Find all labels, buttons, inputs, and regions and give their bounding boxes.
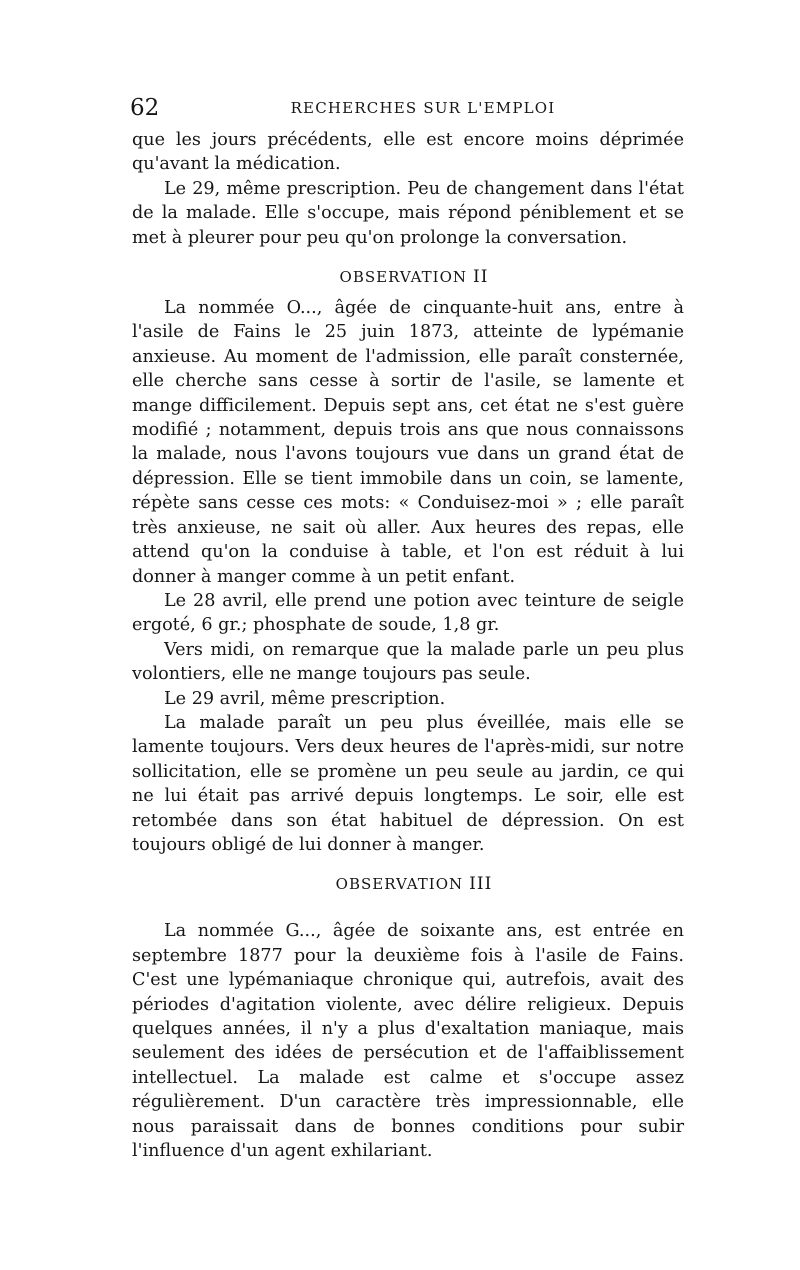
observation-heading-label: OBSERVATION: [339, 268, 468, 287]
paragraph: Le 29, même prescription. Peu de changement dans l'état de la malade. Elle s'occupe, mais répond péniblement et se met à pleurer pour peu qu'on prolonge la conversation.: [132, 178, 684, 248]
observation-heading-numeral: III: [469, 874, 493, 895]
paragraph: Vers midi, on remarque que la malade parle un peu plus volontiers, elle ne mange toujours pas seule.: [132, 639, 684, 685]
running-title: RECHERCHES SUR L'EMPLOI: [290, 99, 556, 117]
paragraph-continued: que les jours précédents, elle est encore moins déprimée qu'avant la médication.: [132, 130, 684, 175]
observation-heading: [132, 264, 684, 290]
paragraph: La malade paraît un peu plus éveillée, mais elle se lamente toujours. Vers deux heures de l'après-midi, sur notre sollicitation, elle se promène un peu seule au jardin, ce qui ne lui était pas arrivé depuis longtemps. Le soir, elle est retombée dans son état habituel de dépression. On est toujours obligé de lui donner à manger.: [132, 712, 684, 855]
spacer: [132, 903, 684, 919]
observation-heading-label: OBSERVATION: [335, 875, 464, 894]
paragraph: La nommée O..., âgée de cinquante-huit ans, entre à l'asile de Fains le 25 juin 1873, atteinte de lypémanie anxieuse. Au moment de l'admission, elle paraît consternée, elle cherche sans cesse à sortir de l'asile, se lamente et mange difficilement. Depuis sept ans, cet état ne s'est guère modifié ; notamment, depuis trois ans que nous connaissons la malade, nous l'avons toujours vue dans un grand état de dépression. Elle se tient immobile dans un coin, se lamente, répète sans cesse ces mots: « Conduisez-moi » ; elle paraît très anxieuse, ne sait où aller. Aux heures des repas, elle attend qu'on la conduise à table, et l'on est réduit à lui donner à manger comme à un petit enfant.: [132, 298, 684, 587]
running-head: [132, 88, 684, 128]
observation-heading-numeral: II: [473, 267, 489, 288]
paragraph: Le 28 avril, elle prend une potion avec teinture de seigle ergoté, 6 gr.; phosphate de soude, 1,8 gr.: [132, 590, 684, 636]
page-number: 62: [130, 95, 160, 121]
book-page: [132, 88, 684, 1163]
observation-heading: [132, 871, 684, 897]
paragraph: Le 29 avril, même prescription.: [164, 688, 446, 709]
paragraph: La nommée G..., âgée de soixante ans, est entrée en septembre 1877 pour la deuxième fois à l'asile de Fains. C'est une lypémaniaque chronique qui, autrefois, avait des périodes d'agitation violente, avec délire religieux. Depuis quelques années, il n'y a plus d'exaltation maniaque, mais seulement des idées de persécution et de l'affaiblissement intellectuel. La malade est calme et s'occupe assez régulièrement. D'un caractère très impressionnable, elle nous paraissait dans de bonnes conditions pour subir l'influence d'un agent exhilariant.: [132, 921, 684, 1162]
